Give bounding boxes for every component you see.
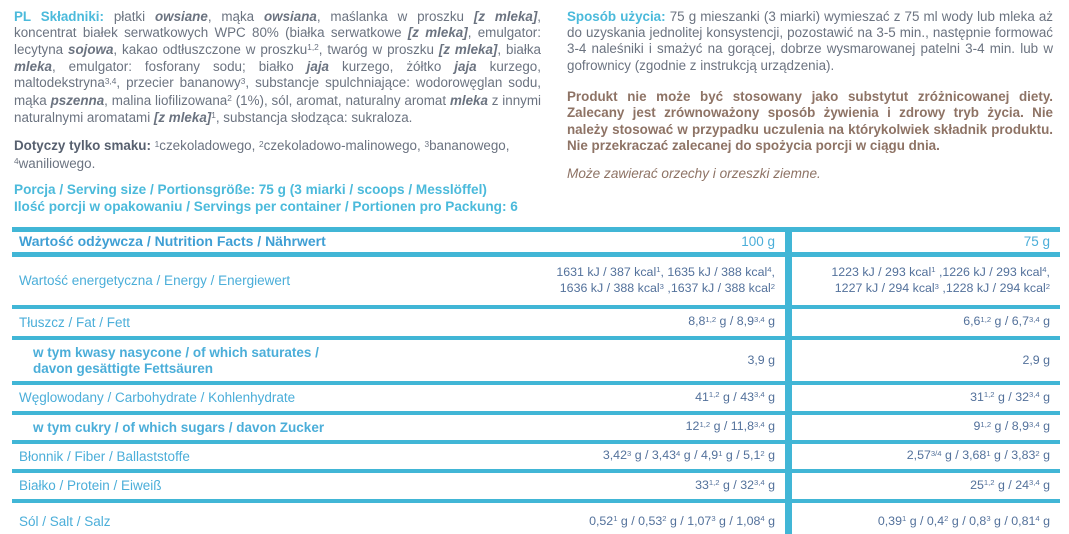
nutrition-table-title: Wartość odżywcza / Nutrition Facts / Nährwert [19,233,326,250]
right-column [567,9,1053,215]
column-divider [785,503,792,534]
nutrition-row [12,340,1060,385]
value-per-75g: 2,9 g [1022,352,1050,367]
column-divider [785,444,792,469]
value-per-75g: 9$^{1,2}$ g / 8,9$^{3,4}$ g [973,419,1050,434]
value-per-100g: 1631 kJ / 387 kcal$^1$, 1635 kJ / 388 kcal$^4$, 1636 kJ / 388 kcal$^3$ ,1637 kJ / 388 kcal$^2$ [556,264,775,295]
nutrient-name: Tłuszcz / Fat / Fett [19,314,131,330]
value-per-75g: 0,39$^1$ g / $0,4^2$ g / $0,8^3$ g / 0,81$^4$ g [877,513,1050,528]
nutrition-row [12,503,1060,534]
column-divider [785,415,792,440]
column-divider [785,385,792,411]
nutrition-row [12,415,1060,444]
value-per-100g: 3,42$^3$ g / 3,43$^4$ g / $4,9^1$ g / $5,1^2$ g [602,448,775,463]
column-divider [785,473,792,499]
nutrition-table-body [12,257,1060,534]
value-per-100g: 8,8$^{1,2}$ g / 8,9$^{3,4}$ g [688,314,775,329]
nutrient-name: Wartość energetyczna / Energy / Energiewert [19,273,291,289]
servings-per-container-line: Ilość porcji w opakowaniu / Servings per container / Portionen pro Packung: 6 [14,198,518,214]
nutrition-row [12,473,1060,503]
serving-size-line: Porcja / Serving size / Portionsgröße: 75 g (3 miarki / scoops / Messlöffel) [14,182,487,197]
nutrition-row [12,257,1060,309]
column-divider [785,340,792,381]
value-per-75g: $2,57^{3/4}$ g / 3,68$^1$ g / 3,83$^2$ g [906,448,1050,463]
nutrition-table [12,227,1060,534]
label-text-area [0,0,1069,215]
value-per-75g: 31$^{1,2}$ g / 32$^{3,4}$ g [970,389,1050,404]
value-per-75g: 25$^{1,2}$ g / 24$^{3,4}$ g [970,477,1050,492]
flavor-footnote: Dotyczy tylko smaku: $^1$czekoladowego, $^2$czekoladowo-malinowego, $^3$bananowego, $^4$waniliowego. [14,138,510,171]
nutrient-name: Węglowodany / Carbohydrate / Kohlenhydrate [19,390,296,406]
column-divider [785,232,792,252]
value-per-75g: 1223 kJ / 293 kcal$^1$ ,1226 kJ / 293 kcal$^4$, 1227 kJ / 294 kcal$^3$ ,1228 kJ / 294 kcal$^2$ [831,264,1050,295]
value-per-100g: 0,52$^1$ g / 0,53$^2$ g / 1,07$^3$ g / 1,08$^4$ g [589,513,775,528]
nutrition-row [12,385,1060,415]
dietary-warning-paragraph: Produkt nie może być stosowany jako substytut zróżnicowanej diety. Zalecany jest zrównoważony sposób żywienia i zdrowy tryb życia. Nie należy stosować w przypadku uczulenia na którykolwiek składnik produktu. Nie przekraczać zalecanej do spożycia porcji w ciągu dnia. [567,88,1053,154]
left-column [14,9,541,215]
nutrition-row [12,444,1060,473]
value-per-100g: 33$^{1,2}$ g / 32$^{3,4}$ g [695,477,775,492]
nutrient-name: w tym kwasy nasycone / of which saturates / davon gesättigte Fettsäuren [33,345,319,376]
value-per-75g: 6,6$^{1,2}$ g / 6,7$^{3,4}$ g [963,314,1050,329]
ingredients-paragraph: PL Składniki: płatki owsiane, mąka owsiana, maślanka w proszku [z mleka], koncentrat białek serwatkowych WPC 80% (białka serwatkowe [z mleka], emulgator: lecytyna sojowa, kakao odtłuszczone w proszku$^{1,2}$, twaróg w proszku [z mleka], białka mleka, emulgator: fosforany sodu; białko jaja kurzego, żółtko jaja kurzego, maltodekstryna$^{3,4}$, przecier bananowy$^3$, substancje spulchniające: wodorowęglan sodu, mąka pszenna, malina liofilizowana$^2$ (1%), sól, aromat, naturalny aromat mleka z innymi naturalnymi aromatami [z mleka]$^1$, substancja słodząca: sukraloza. [14,9,542,126]
usage-instructions-paragraph: Sposób użycia: 75 g mieszanki (3 miarki) wymieszać z 75 ml wody lub mleka aż do uzyskania jednolitej konsystencji, pozostawić na 3-5 min., następnie formować 3-4 naleśniki i smażyć na gorącej, dobrze wysmarowanej patelni 3-4 min. lub w gofrownicy (zgodnie z instrukcją urządzenia). [567,9,1054,73]
column-divider [785,257,792,305]
column-divider [785,309,792,336]
nutrient-name: Błonnik / Fiber / Ballaststoffe [19,448,190,464]
value-per-100g: 41$^{1,2}$ g / 43$^{3,4}$ g [695,389,775,404]
column-header-100g: 100 g [741,234,775,250]
nutrient-name: w tym cukry / of which sugars / davon Zucker [33,419,325,435]
nutrition-table-header [12,232,1060,257]
nutrition-row [12,309,1060,340]
nutrient-name: Sól / Salt / Salz [19,514,111,530]
column-header-75g: 75 g [1023,234,1050,250]
allergen-note: Może zawierać orzechy i orzeszki ziemne. [567,166,821,182]
value-per-100g: 3,9 g [747,352,775,367]
value-per-100g: 12$^{1,2}$ g / 11,8$^{3,4}$ g [685,419,775,434]
nutrient-name: Białko / Protein / Eiweiß [19,478,162,494]
